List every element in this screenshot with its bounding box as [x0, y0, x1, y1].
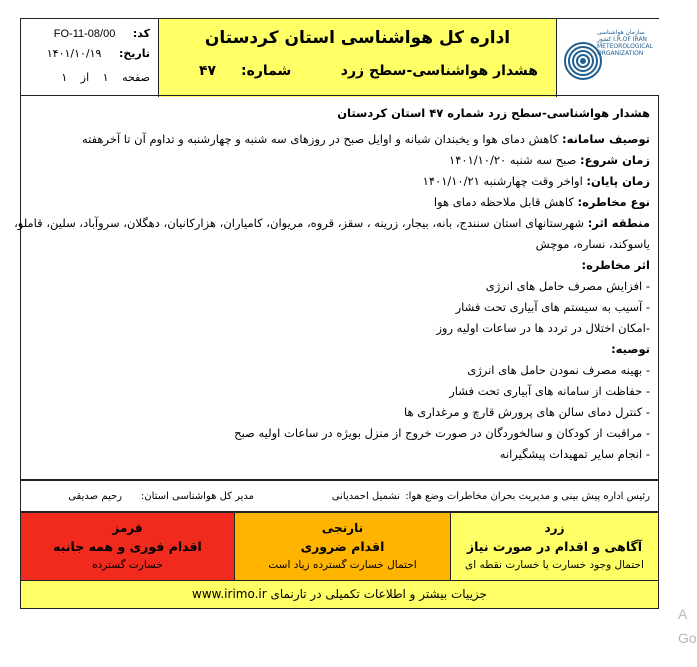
end-value: اواخر وقت چهارشنبه ۱۴۰۱/۱۰/۲۱	[422, 174, 583, 188]
level-orange-action: اقدام ضروری	[300, 539, 385, 554]
recommendation-item: - حفاظت از سامانه های آبیاری تحت فشار	[449, 384, 650, 398]
number-label: شماره:	[240, 63, 292, 79]
level-orange-note: احتمال خسارت گسترده زیاد است	[268, 559, 417, 571]
area-value-2: یاسوکند، نساره، موچش	[535, 237, 650, 251]
effect-item: - آسیب به سیستم های آبیاری تحت فشار	[455, 300, 650, 314]
affected-area	[14, 216, 650, 230]
date-row	[47, 47, 150, 60]
date-value: ۱۴۰۱/۱۰/۱۹	[46, 47, 102, 60]
level-yellow-note: احتمال وجود خسارت یا خسارت نقطه ای	[465, 559, 644, 571]
forecast-head-label: رئیس اداره پیش بینی و مدیریت بحران مخاطرات وضع هوا:	[405, 491, 650, 502]
hazard-label: نوع مخاطره:	[577, 195, 650, 209]
start-label: زمان شروع:	[580, 153, 650, 167]
org-logo	[557, 19, 660, 97]
document-header	[20, 18, 659, 96]
area-label: منطقه اثر:	[587, 216, 650, 230]
warning-title: هشدار هواشناسی-سطح زرد	[340, 63, 538, 79]
level-red-name: قرمز	[112, 521, 143, 535]
director-name: رحیم صدیقی	[68, 491, 122, 502]
start-time	[449, 153, 650, 167]
header-title-panel	[159, 19, 557, 97]
code-value: FO-11-08/00	[53, 28, 116, 40]
level-yellow-action: آگاهی و اقدام در صورت نیاز	[466, 539, 643, 554]
recommendation-item: - انجام سایر تمهیدات پیشگیرانه	[499, 447, 650, 461]
page-label: صفحه	[122, 71, 150, 84]
logo-text: سازمان هواشناسی کشور I.R.OF IRAN METEOROLOGICAL ORGANIZATION	[597, 29, 653, 57]
area-value-1: شهرستانهای استان سنندج، بانه، بیجار، زرینه ، سقز، قروه، مریوان، کامیاران، هزارکانیان، دهگلان، سروآباد، سلین، قاملو،	[14, 216, 585, 230]
recommendation-item: - کنترل دمای سالن های پرورش قارچ و مرغداری ها	[403, 405, 650, 419]
effect-item: - افزایش مصرف حامل های انرژی	[485, 279, 650, 293]
number-value: ۴۷	[199, 63, 217, 79]
signatures-row	[20, 480, 659, 512]
recommendation-item: - مراقبت از کودکان و سالخوردگان در صورت خروج از منزل بویژه در ساعات اولیه صبح	[234, 426, 650, 440]
start-value: صبح سه شنبه ۱۴۰۱/۱۰/۲۰	[449, 153, 577, 167]
effect-label: اثر مخاطره:	[581, 258, 650, 272]
org-title: اداره کل هواشناسی استان کردستان	[204, 28, 511, 48]
warning-content	[14, 95, 659, 480]
level-red	[20, 512, 235, 581]
footer-website: جزییات بیشتر و اطلاعات تکمیلی در تارنمای www.irimo.ir	[20, 580, 659, 609]
level-red-action: اقدام فوری و همه جانبه	[53, 539, 202, 554]
hazard-value: کاهش قابل ملاحظه دمای هوا	[433, 195, 574, 209]
header-meta-panel	[21, 19, 159, 97]
activation-watermark-line1: A	[678, 606, 688, 622]
director-label: مدیر کل هواشناسی استان:	[140, 491, 254, 502]
level-orange	[234, 512, 451, 581]
desc-label: توصیف سامانه:	[562, 132, 650, 146]
page-total: ۱	[61, 71, 68, 84]
effect-item: -امکان اختلال در تردد ها در ساعات اولیه روز	[436, 321, 650, 335]
page-row	[61, 71, 150, 84]
level-yellow	[450, 512, 659, 581]
code-label: کد:	[132, 27, 150, 40]
desc-value: کاهش دمای هوا و یخبندان شبانه و اوایل صبح در روزهای سه شنبه و چهارشنبه و تداوم آن تا آخرهفته	[81, 132, 559, 146]
level-yellow-name: زرد	[544, 521, 565, 535]
meteorology-logo-icon	[563, 25, 597, 91]
warning-number	[199, 63, 291, 79]
content-heading: هشدار هواشناسی-سطح زرد شماره ۴۷ استان کردستان	[337, 106, 650, 120]
level-orange-name: نارنجی	[321, 521, 364, 535]
recommendation-item: - بهینه مصرف نمودن حامل های انرژی	[467, 363, 650, 377]
warning-levels-legend	[20, 512, 659, 581]
page-of: از	[80, 71, 90, 84]
end-time	[423, 174, 650, 188]
system-description	[82, 132, 650, 146]
forecast-head-name: نشمیل احمدیانی	[331, 491, 400, 502]
date-label: تاریخ:	[118, 47, 150, 60]
page-number: ۱	[102, 71, 109, 84]
hazard-type	[434, 195, 650, 209]
code-row	[54, 27, 150, 40]
level-red-note: خسارت گسترده	[92, 559, 163, 571]
activation-watermark-line2: Go	[678, 630, 697, 646]
recommendation-label: توصیه:	[611, 342, 650, 356]
end-label: زمان پایان:	[586, 174, 650, 188]
